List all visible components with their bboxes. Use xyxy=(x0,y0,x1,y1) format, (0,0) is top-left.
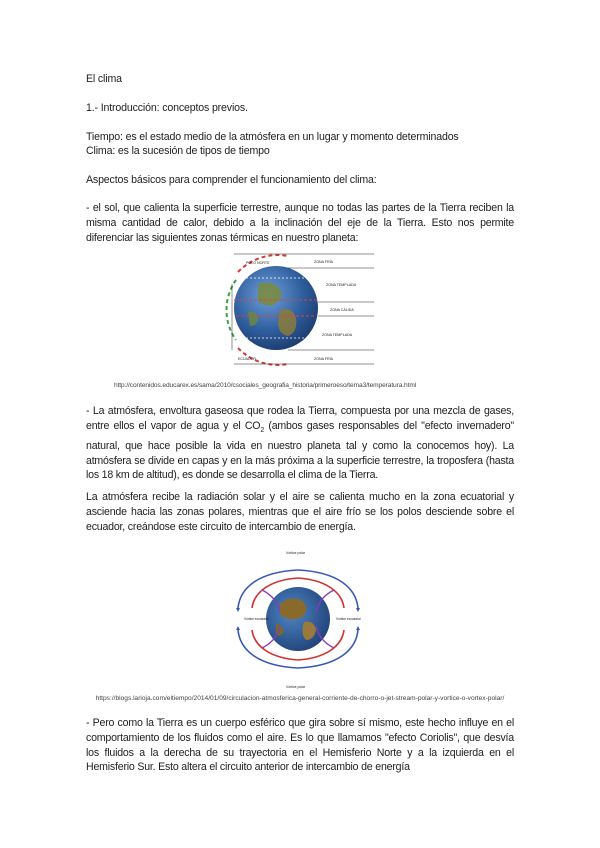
zone-label-temperate-south: ZONA TEMPLADA xyxy=(322,333,353,337)
paragraph-coriolis: - Pero como la Tierra es un cuerpo esférico que gira sobre sí mismo, este hecho influye en el comportamiento de los fluidos como el aire. Es lo que llamamos "efecto Coriolis", que desvía los fluidos a la derecha de su trayectoria en el Hemisferio Norte y a la izquierda en el Hemisferio Sur. Esto altera el circuito anterior de intercambio de energía xyxy=(86,717,514,774)
top-vortex-label: Vórtice polar xyxy=(286,551,306,555)
zone-label-warm: ZONA CÁLIDA xyxy=(330,308,354,312)
left-vortex-label: Vórtice ecuatorial xyxy=(244,617,269,621)
definition-tiempo: Tiempo: es el estado medio de la atmósfera en un lugar y momento determinados xyxy=(86,131,459,143)
zone-label-cold-north: ZONA FRÍA xyxy=(314,260,333,264)
figure2-caption: https://blogs.larioja.com/eltiempo/2014/01/09/circulacion-atmosferica-general-corriente-de-chorro-o-jet-stream-polar-y-vortice-o-vortex-polar/ xyxy=(95,695,505,702)
thermal-zones-figure xyxy=(218,250,378,370)
bottom-vortex-label: Vórtice polar xyxy=(286,685,306,689)
zone-label-cold-south: ZONA FRÍA xyxy=(314,357,333,361)
doc-title: El clima xyxy=(86,73,122,85)
atmosfera-text-a: - La atmósfera, envoltura gaseosa que rodea la Tierra, compuesta por una mezcla de gases, entre ellos el vapor de agua y el CO xyxy=(86,405,514,432)
section-heading: 1.- Introducción: conceptos previos. xyxy=(86,102,248,114)
zone-label-temperate-north: ZONA TEMPLADA xyxy=(326,283,357,287)
figure1-caption: http://contenidos.educarex.es/sama/2010/csociales_geografia_historia/primeroeso/tema3/temperatura.html xyxy=(114,382,417,389)
co2-subscript: 2 xyxy=(260,426,265,434)
paragraph-atmosfera xyxy=(86,404,514,483)
pole-label: POLO NORTE xyxy=(246,261,270,265)
circulation-figure xyxy=(228,548,368,690)
paragraph-sol: - el sol, que calienta la superficie terrestre, aunque no todas las partes de la Tierra reciben la misma cantidad de calor, debido a la inclinación del eje de la Tierra. Esto nos permite diferenciar las siguientes zonas térmicas en nuestro planeta: xyxy=(86,202,514,244)
earth-globe-2 xyxy=(266,587,330,651)
aspects-heading: Aspectos básicos para comprender el funcionamiento del clima: xyxy=(86,174,377,186)
atmosfera-text-b: (ambos gases responsables del "efecto invernadero" natural, que hace posible la vida en nuestro planeta tal y como la conocemos hoy). La atmósfera se divide en capas y en la más próxima a la superficie terrestre, la troposfera (hasta los 18 km de altitud), es donde se desarrolla el clima de la Tierra. xyxy=(86,419,514,482)
right-vortex-label: Vórtice ecuatorial xyxy=(336,617,361,621)
definition-clima: Clima: es la sucesión de tipos de tiempo xyxy=(86,145,270,157)
equator-label: ECUADOR xyxy=(238,357,256,361)
earth-globe xyxy=(234,266,318,350)
paragraph-radiacion: La atmósfera recibe la radiación solar y el aire se calienta mucho en la zona ecuatorial y asciende hacia las zonas polares, mientras que el aire frío se los polos desciende sobre el ecuador, creándose este circuito de intercambio de energía. xyxy=(86,491,514,533)
